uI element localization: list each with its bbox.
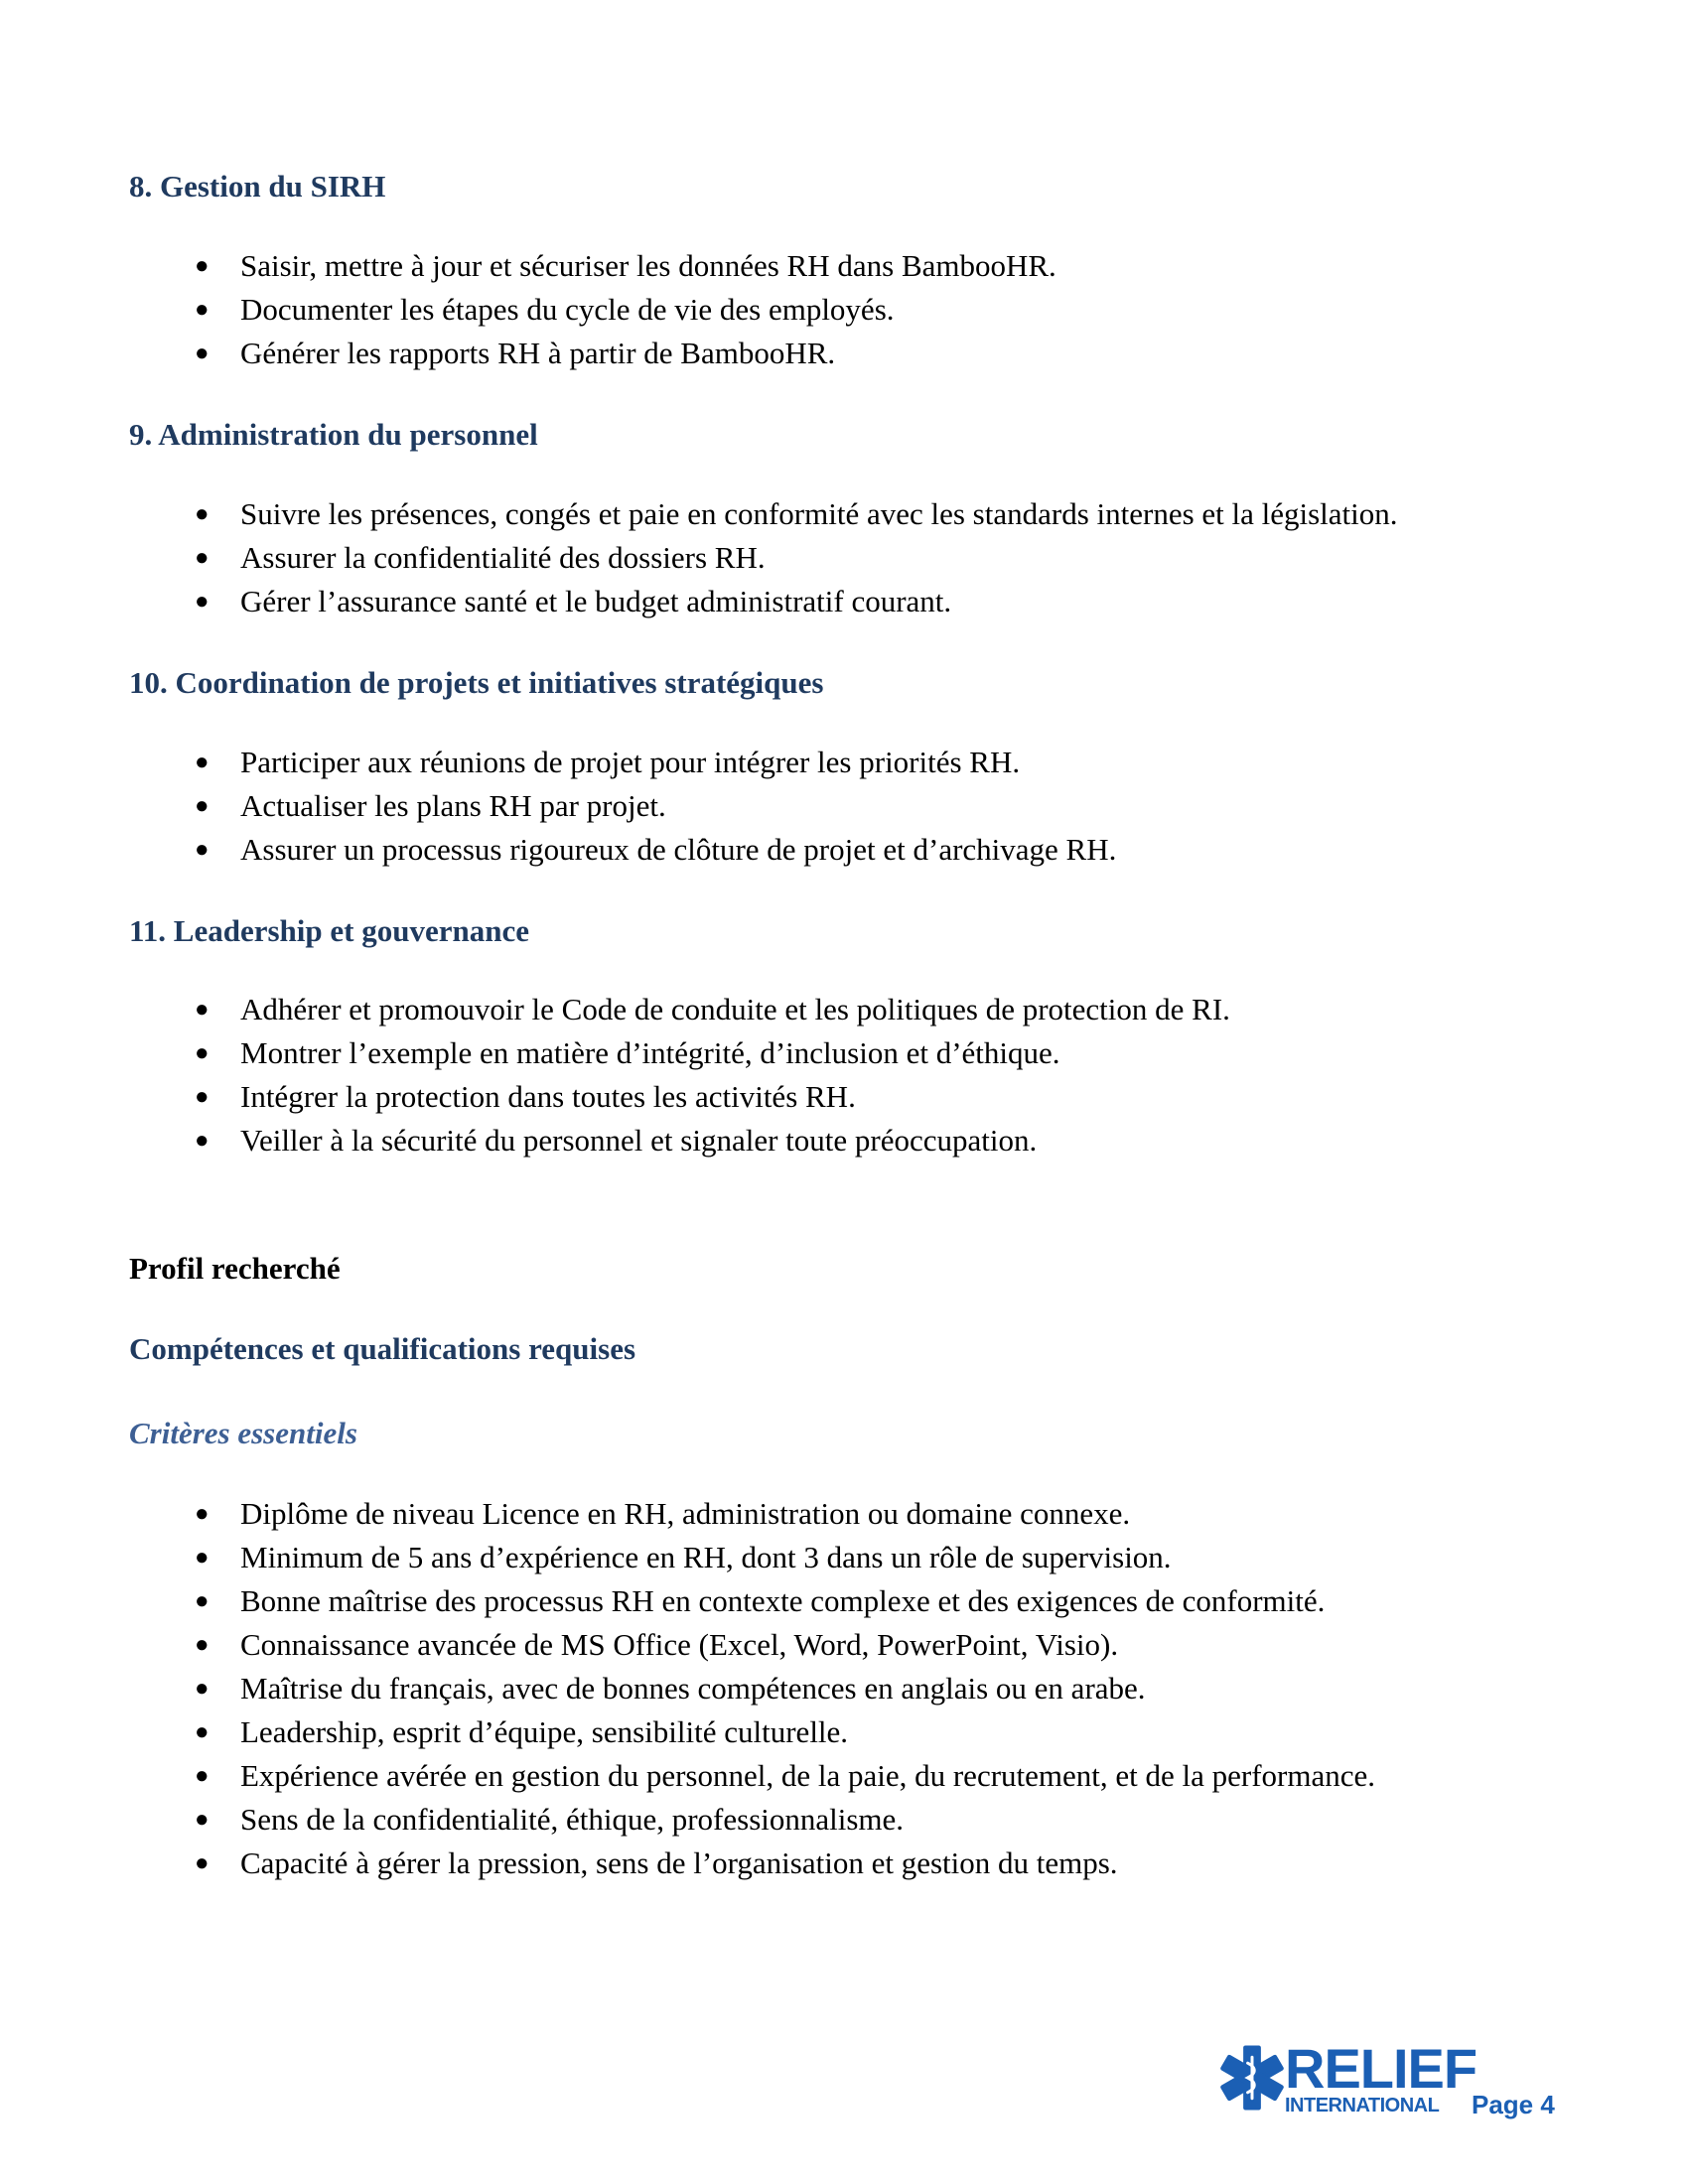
bullet: ● <box>195 997 210 1023</box>
bullet: ● <box>195 750 210 775</box>
section-10-list <box>0 741 1116 872</box>
section-8-list <box>0 244 1056 375</box>
section-8-title: 8. Gestion du SIRH <box>129 169 386 204</box>
bullet: ● <box>195 1807 210 1833</box>
bullet: ● <box>195 1719 210 1745</box>
bullet: ● <box>195 297 210 323</box>
section-9-list <box>0 492 1398 623</box>
logo-wordmark: RELIEF <box>1285 2037 1477 2100</box>
list-item: ● Capacité à gérer la pression, sens de l’organisation et gestion du temps. <box>0 1842 1375 1885</box>
list-item: ● Saisir, mettre à jour et sécuriser les données RH dans BambooHR. <box>0 244 1056 288</box>
list-item: ● Actualiser les plans RH par projet. <box>0 784 1116 828</box>
list-item: ● Minimum de 5 ans d’expérience en RH, dont 3 dans un rôle de supervision. <box>0 1536 1375 1579</box>
bullet: ● <box>195 837 210 863</box>
list-item: ● Leadership, esprit d’équipe, sensibilité culturelle. <box>0 1710 1375 1754</box>
bullet: ● <box>195 1850 210 1876</box>
list-item: ● Veiller à la sécurité du personnel et signaler toute préoccupation. <box>0 1119 1230 1162</box>
list-item: ● Participer aux réunions de projet pour intégrer les priorités RH. <box>0 741 1116 784</box>
bullet: ● <box>195 341 210 366</box>
bullet: ● <box>195 1588 210 1614</box>
list-item: ● Bonne maîtrise des processus RH en contexte complexe et des exigences de conformité. <box>0 1579 1375 1623</box>
bullet: ● <box>195 545 210 571</box>
bullet: ● <box>195 1501 210 1527</box>
bullet: ● <box>195 1040 210 1066</box>
list-item: ● Montrer l’exemple en matière d’intégrité, d’inclusion et d’éthique. <box>0 1031 1230 1075</box>
profile-title: Profil recherché <box>129 1251 341 1286</box>
criteria-list <box>0 1492 1375 1885</box>
bullet: ● <box>195 1632 210 1658</box>
list-item: ● Connaissance avancée de MS Office (Excel, Word, PowerPoint, Visio). <box>0 1623 1375 1667</box>
section-10-title: 10. Coordination de projets et initiatives stratégiques <box>129 665 824 700</box>
footer-logo <box>1215 2037 1573 2124</box>
page-number: Page 4 <box>1472 2090 1555 2119</box>
section-11-title: 11. Leadership et gouvernance <box>129 913 529 948</box>
bullet: ● <box>195 1084 210 1110</box>
list-item: ● Expérience avérée en gestion du personnel, de la paie, du recrutement, et de la performance. <box>0 1754 1375 1798</box>
list-item: ● Assurer la confidentialité des dossiers RH. <box>0 536 1398 580</box>
list-item: ● Sens de la confidentialité, éthique, professionnalisme. <box>0 1798 1375 1842</box>
bullet: ● <box>195 1545 210 1570</box>
section-9-title: 9. Administration du personnel <box>129 417 538 452</box>
bullet: ● <box>195 589 210 614</box>
bullet: ● <box>195 793 210 819</box>
section-11-list <box>0 988 1230 1162</box>
list-item: ● Documenter les étapes du cycle de vie des employés. <box>0 288 1056 332</box>
profile-subtitle: Compétences et qualifications requises <box>129 1331 636 1366</box>
list-item: ● Maîtrise du français, avec de bonnes compétences en anglais ou en arabe. <box>0 1667 1375 1710</box>
criteria-title: Critères essentiels <box>129 1416 357 1450</box>
list-item: ● Générer les rapports RH à partir de BambooHR. <box>0 332 1056 375</box>
bullet: ● <box>195 501 210 527</box>
list-item: ● Suivre les présences, congés et paie en conformité avec les standards internes et la législation. <box>0 492 1398 536</box>
star-of-life-icon <box>1215 2041 1289 2115</box>
list-item: ● Adhérer et promouvoir le Code de conduite et les politiques de protection de RI. <box>0 988 1230 1031</box>
logo-subtitle: INTERNATIONAL <box>1285 2095 1440 2116</box>
list-item: ● Intégrer la protection dans toutes les activités RH. <box>0 1075 1230 1119</box>
list-item: ● Assurer un processus rigoureux de clôture de projet et d’archivage RH. <box>0 828 1116 872</box>
list-item: ● Diplôme de niveau Licence en RH, administration ou domaine connexe. <box>0 1492 1375 1536</box>
list-item: ● Gérer l’assurance santé et le budget administratif courant. <box>0 580 1398 623</box>
bullet: ● <box>195 1676 210 1702</box>
bullet: ● <box>195 1763 210 1789</box>
bullet: ● <box>195 253 210 279</box>
bullet: ● <box>195 1128 210 1154</box>
